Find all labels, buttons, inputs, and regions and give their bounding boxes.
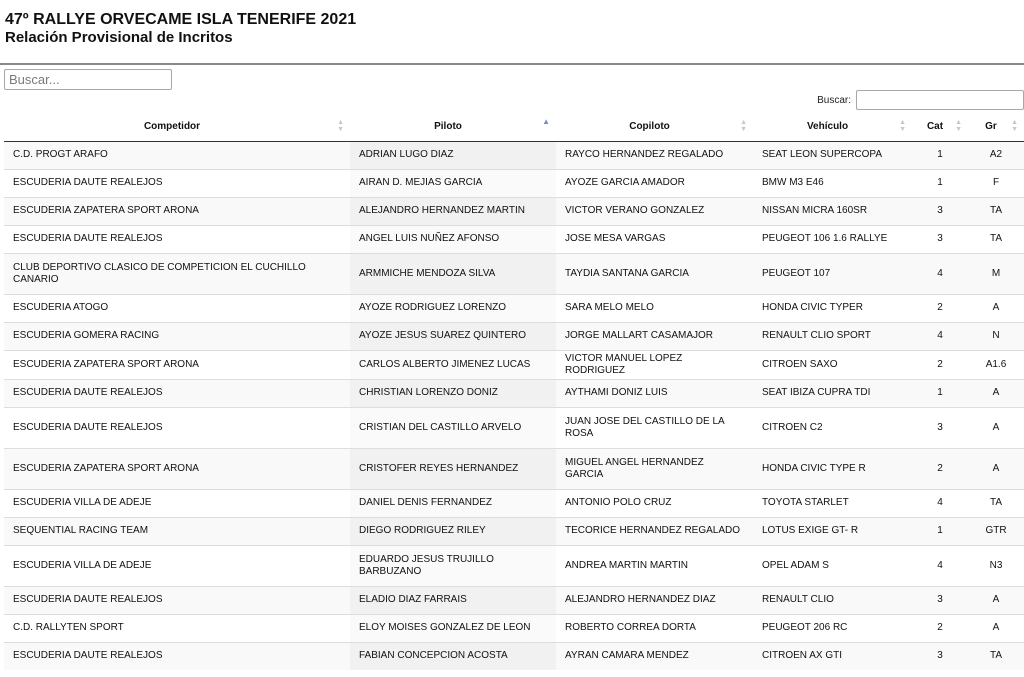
cell-copiloto: AYOZE GARCIA AMADOR: [556, 169, 753, 197]
cell-cat: 3: [912, 197, 968, 225]
cell-competidor: SEQUENTIAL RACING TEAM: [4, 517, 350, 545]
cell-cat: 2: [912, 448, 968, 489]
cell-vehiculo: TOYOTA STARLET: [753, 489, 912, 517]
cell-cat: 3: [912, 586, 968, 614]
cell-piloto: CRISTOFER REYES HERNANDEZ: [350, 448, 556, 489]
page-subtitle: Relación Provisional de Incritos: [5, 29, 233, 46]
cell-vehiculo: PEUGEOT 107: [753, 253, 912, 294]
cell-cat: 1: [912, 169, 968, 197]
table-row: [4, 294, 1024, 322]
cell-vehiculo: LOTUS EXIGE GT- R: [753, 517, 912, 545]
table-body: [4, 141, 1024, 670]
cell-vehiculo: NISSAN MICRA 160SR: [753, 197, 912, 225]
cell-vehiculo: PEUGEOT 206 RC: [753, 614, 912, 642]
column-header-label: Gr: [985, 120, 997, 132]
table-row: [4, 253, 1024, 294]
cell-copiloto: AYRAN CAMARA MENDEZ: [556, 642, 753, 670]
table-row: [4, 489, 1024, 517]
table-header-row: [4, 112, 1024, 141]
cell-competidor: C.D. PROGT ARAFO: [4, 141, 350, 169]
header-divider: [0, 63, 1024, 65]
column-header-label: Cat: [926, 120, 944, 132]
cell-cat: 4: [912, 322, 968, 350]
cell-copiloto: AYTHAMI DONIZ LUIS: [556, 379, 753, 407]
column-header-label: Vehículo: [806, 120, 849, 132]
column-header-label: Copiloto: [629, 120, 670, 132]
cell-copiloto: MIGUEL ANGEL HERNANDEZ GARCIA: [556, 448, 753, 489]
cell-cat: 4: [912, 253, 968, 294]
cell-copiloto: JOSE MESA VARGAS: [556, 225, 753, 253]
table-row: [4, 141, 1024, 169]
entries-table: [4, 112, 1024, 670]
cell-competidor: C.D. RALLYTEN SPORT: [4, 614, 350, 642]
cell-vehiculo: OPEL ADAM S: [753, 545, 912, 586]
cell-copiloto: VICTOR MANUEL LOPEZ RODRIGUEZ: [556, 350, 753, 379]
search-input[interactable]: [4, 69, 172, 90]
table-row: [4, 225, 1024, 253]
cell-piloto: DANIEL DENIS FERNANDEZ: [350, 489, 556, 517]
table-row: [4, 407, 1024, 448]
table-filter: [817, 90, 1024, 110]
cell-gr: M: [968, 253, 1024, 294]
cell-copiloto: SARA MELO MELO: [556, 294, 753, 322]
cell-vehiculo: HONDA CIVIC TYPER: [753, 294, 912, 322]
cell-vehiculo: RENAULT CLIO: [753, 586, 912, 614]
cell-gr: TA: [968, 489, 1024, 517]
cell-competidor: ESCUDERIA DAUTE REALEJOS: [4, 586, 350, 614]
cell-piloto: CHRISTIAN LORENZO DONIZ: [350, 379, 556, 407]
cell-piloto: ANGEL LUIS NUÑEZ AFONSO: [350, 225, 556, 253]
cell-vehiculo: CITROEN C2: [753, 407, 912, 448]
cell-piloto: CARLOS ALBERTO JIMENEZ LUCAS: [350, 350, 556, 379]
cell-vehiculo: RENAULT CLIO SPORT: [753, 322, 912, 350]
cell-gr: A: [968, 448, 1024, 489]
table-row: [4, 586, 1024, 614]
column-header-vehiculo[interactable]: [753, 112, 912, 141]
cell-copiloto: JUAN JOSE DEL CASTILLO DE LA ROSA: [556, 407, 753, 448]
table-row: [4, 379, 1024, 407]
cell-cat: 2: [912, 294, 968, 322]
cell-vehiculo: CITROEN SAXO: [753, 350, 912, 379]
cell-piloto: ELADIO DIAZ FARRAIS: [350, 586, 556, 614]
cell-competidor: ESCUDERIA DAUTE REALEJOS: [4, 407, 350, 448]
cell-copiloto: VICTOR VERANO GONZALEZ: [556, 197, 753, 225]
cell-competidor: CLUB DEPORTIVO CLASICO DE COMPETICION EL CUCHILLO CANARIO: [4, 253, 350, 294]
cell-cat: 1: [912, 141, 968, 169]
sort-both-icon: ▲ ▼: [740, 119, 747, 133]
cell-piloto: CRISTIAN DEL CASTILLO ARVELO: [350, 407, 556, 448]
cell-competidor: ESCUDERIA DAUTE REALEJOS: [4, 169, 350, 197]
page-title: 47º RALLYE ORVECAME ISLA TENERIFE 2021: [5, 11, 357, 28]
cell-cat: 2: [912, 614, 968, 642]
cell-competidor: ESCUDERIA DAUTE REALEJOS: [4, 379, 350, 407]
cell-cat: 4: [912, 489, 968, 517]
cell-cat: 2: [912, 350, 968, 379]
cell-vehiculo: CITROEN AX GTI: [753, 642, 912, 670]
table-row: [4, 350, 1024, 379]
cell-gr: F: [968, 169, 1024, 197]
cell-competidor: ESCUDERIA DAUTE REALEJOS: [4, 642, 350, 670]
cell-cat: 1: [912, 379, 968, 407]
sort-both-icon: ▲ ▼: [1011, 119, 1018, 133]
cell-gr: A: [968, 614, 1024, 642]
column-header-copiloto[interactable]: [556, 112, 753, 141]
cell-piloto: FABIAN CONCEPCION ACOSTA: [350, 642, 556, 670]
cell-copiloto: TECORICE HERNANDEZ REGALADO: [556, 517, 753, 545]
sort-both-icon: ▲ ▼: [337, 119, 344, 133]
cell-competidor: ESCUDERIA ATOGO: [4, 294, 350, 322]
cell-competidor: ESCUDERIA ZAPATERA SPORT ARONA: [4, 350, 350, 379]
cell-competidor: ESCUDERIA ZAPATERA SPORT ARONA: [4, 197, 350, 225]
cell-gr: TA: [968, 225, 1024, 253]
cell-competidor: ESCUDERIA VILLA DE ADEJE: [4, 545, 350, 586]
cell-vehiculo: HONDA CIVIC TYPE R: [753, 448, 912, 489]
column-header-cat[interactable]: [912, 112, 968, 141]
cell-piloto: ADRIAN LUGO DIAZ: [350, 141, 556, 169]
cell-piloto: EDUARDO JESUS TRUJILLO BARBUZANO: [350, 545, 556, 586]
cell-gr: A1.6: [968, 350, 1024, 379]
cell-vehiculo: SEAT LEON SUPERCOPA: [753, 141, 912, 169]
cell-piloto: ARMMICHE MENDOZA SILVA: [350, 253, 556, 294]
cell-competidor: ESCUDERIA VILLA DE ADEJE: [4, 489, 350, 517]
cell-vehiculo: PEUGEOT 106 1.6 RALLYE: [753, 225, 912, 253]
cell-vehiculo: SEAT IBIZA CUPRA TDI: [753, 379, 912, 407]
cell-piloto: DIEGO RODRIGUEZ RILEY: [350, 517, 556, 545]
cell-competidor: ESCUDERIA ZAPATERA SPORT ARONA: [4, 448, 350, 489]
column-header-competidor[interactable]: [4, 112, 350, 141]
column-header-gr[interactable]: [968, 112, 1024, 141]
sort-both-icon: ▲ ▼: [899, 119, 906, 133]
table-row: [4, 642, 1024, 670]
cell-copiloto: JORGE MALLART CASAMAJOR: [556, 322, 753, 350]
cell-copiloto: ANTONIO POLO CRUZ: [556, 489, 753, 517]
cell-gr: A: [968, 379, 1024, 407]
cell-copiloto: RAYCO HERNANDEZ REGALADO: [556, 141, 753, 169]
cell-gr: A: [968, 407, 1024, 448]
table-row: [4, 517, 1024, 545]
cell-gr: A: [968, 586, 1024, 614]
cell-piloto: ELOY MOISES GONZALEZ DE LEON: [350, 614, 556, 642]
sort-ascending-icon: ▲: [542, 117, 550, 126]
cell-copiloto: ALEJANDRO HERNANDEZ DIAZ: [556, 586, 753, 614]
filter-label: Buscar:: [817, 94, 851, 106]
column-header-label: Piloto: [434, 120, 462, 132]
cell-gr: N: [968, 322, 1024, 350]
table-row: [4, 169, 1024, 197]
cell-gr: GTR: [968, 517, 1024, 545]
cell-competidor: ESCUDERIA GOMERA RACING: [4, 322, 350, 350]
column-header-label: Competidor: [143, 120, 201, 132]
cell-cat: 3: [912, 642, 968, 670]
table-row: [4, 545, 1024, 586]
filter-input[interactable]: [856, 90, 1024, 110]
cell-cat: 1: [912, 517, 968, 545]
cell-gr: A2: [968, 141, 1024, 169]
cell-gr: N3: [968, 545, 1024, 586]
cell-piloto: AYOZE JESUS SUAREZ QUINTERO: [350, 322, 556, 350]
table-row: [4, 614, 1024, 642]
cell-copiloto: ANDREA MARTIN MARTIN: [556, 545, 753, 586]
cell-gr: TA: [968, 197, 1024, 225]
cell-competidor: ESCUDERIA DAUTE REALEJOS: [4, 225, 350, 253]
cell-gr: A: [968, 294, 1024, 322]
table-row: [4, 448, 1024, 489]
cell-copiloto: TAYDIA SANTANA GARCIA: [556, 253, 753, 294]
sort-both-icon: ▲ ▼: [955, 119, 962, 133]
cell-cat: 3: [912, 225, 968, 253]
table-row: [4, 197, 1024, 225]
cell-piloto: ALEJANDRO HERNANDEZ MARTIN: [350, 197, 556, 225]
cell-cat: 3: [912, 407, 968, 448]
cell-copiloto: ROBERTO CORREA DORTA: [556, 614, 753, 642]
cell-cat: 4: [912, 545, 968, 586]
page-header: [5, 10, 356, 47]
cell-piloto: AIRAN D. MEJIAS GARCIA: [350, 169, 556, 197]
cell-piloto: AYOZE RODRIGUEZ LORENZO: [350, 294, 556, 322]
cell-gr: TA: [968, 642, 1024, 670]
cell-vehiculo: BMW M3 E46: [753, 169, 912, 197]
column-header-piloto[interactable]: [350, 112, 556, 141]
table-row: [4, 322, 1024, 350]
